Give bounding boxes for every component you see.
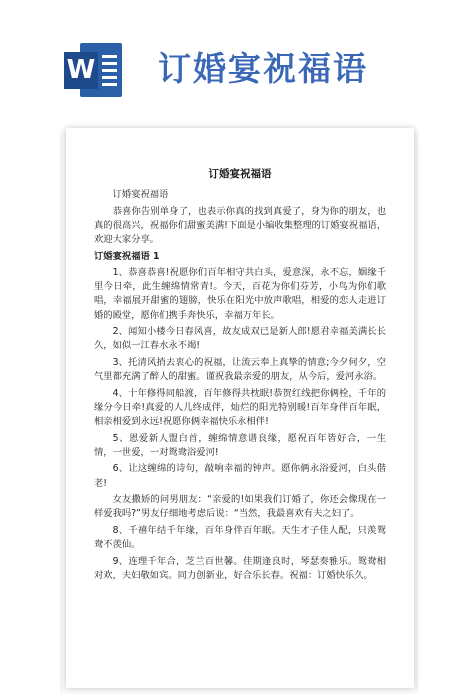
blessing-paragraph-8: 8、千禧年结千年缘，百年身伴百年眠。天生才子佳人配，只羡鸳鸯不羡仙。 <box>94 525 386 551</box>
blessing-paragraph-7: 女友撒娇的问男朋友：“亲爱的!如果我们订婚了，你还会像现在一样爱我吗?”男友仔细地考虑后说：“当然，我最喜欢有夫之妇了。 <box>94 494 386 520</box>
intro-paragraph: 恭喜你告别单身了，也表示你真的找到真爱了，身为你的朋友，也真的很高兴，祝福你们甜蜜美满!下面是小编收集整理的订婚宴祝福语，欢迎大家分享。 <box>94 205 386 245</box>
blessing-paragraph-4: 4、十年修得同船渡，百年修得共枕眠!恭贺红线把你俩栓，千年的缘分今日牵!真爱的人儿终成伴，灿烂的阳光特别暖!百年身伴百年眠，相亲相爱到永远!祝愿你俩幸福快乐永相伴! <box>94 387 386 427</box>
blessing-paragraph-1: 1、恭喜恭喜!祝愿你们百年相守共白头，爱意深，永不忘，姻缘千里今日牵，此生缠绵情常青!。今天，百花为你们芬芳，小鸟为你们歌唱，幸福展开甜蜜的翅膀，快乐在阳光中放声歌唱，相爱的恋人走进订婚的殿堂，愿你们携手奔快乐，幸福万年长。 <box>94 267 386 321</box>
document-title: 订婚宴祝福语 <box>208 168 272 180</box>
banner-title: 订婚宴祝福语 <box>158 49 368 88</box>
intro-heading: 订婚宴祝福语 <box>112 189 169 200</box>
document-page <box>66 128 414 688</box>
blessing-paragraph-9: 9、连理千年合，芝兰百世馨。佳期逢良时，琴瑟奏雅乐。鸳鸯相对欢，夫妇敬如宾。同力创新业，好合乐长春。祝福：订婚快乐久。 <box>94 555 386 581</box>
word-app-icon <box>62 41 126 99</box>
document-body <box>94 188 386 586</box>
word-logo-letter: W <box>64 52 98 89</box>
blessing-paragraph-5: 5、恩爱新人盟白首，缠绵情意谱良缘，愿祝百年皆好合，一生情，一世爱，一对鸳鸯浴爱河! <box>94 432 386 458</box>
blessing-paragraph-2: 2、闻知小楼今日春风喜，故友成双已是新人郎!愿君幸福美满长长久，如似一江春水永不竭! <box>94 326 386 352</box>
blessing-paragraph-3: 3、托清风捎去衷心的祝福，让流云奉上真挚的情意;今夕何夕，空气里都充满了醉人的甜蜜。谨祝我最亲爱的朋友，从今后，爱河永浴。 <box>94 357 386 383</box>
blessing-paragraph-6: 6、让这缠绵的诗句，敲响幸福的钟声。愿你俩永浴爱河，白头偕老! <box>94 463 386 489</box>
section-heading: 订婚宴祝福语 1 <box>94 250 160 262</box>
